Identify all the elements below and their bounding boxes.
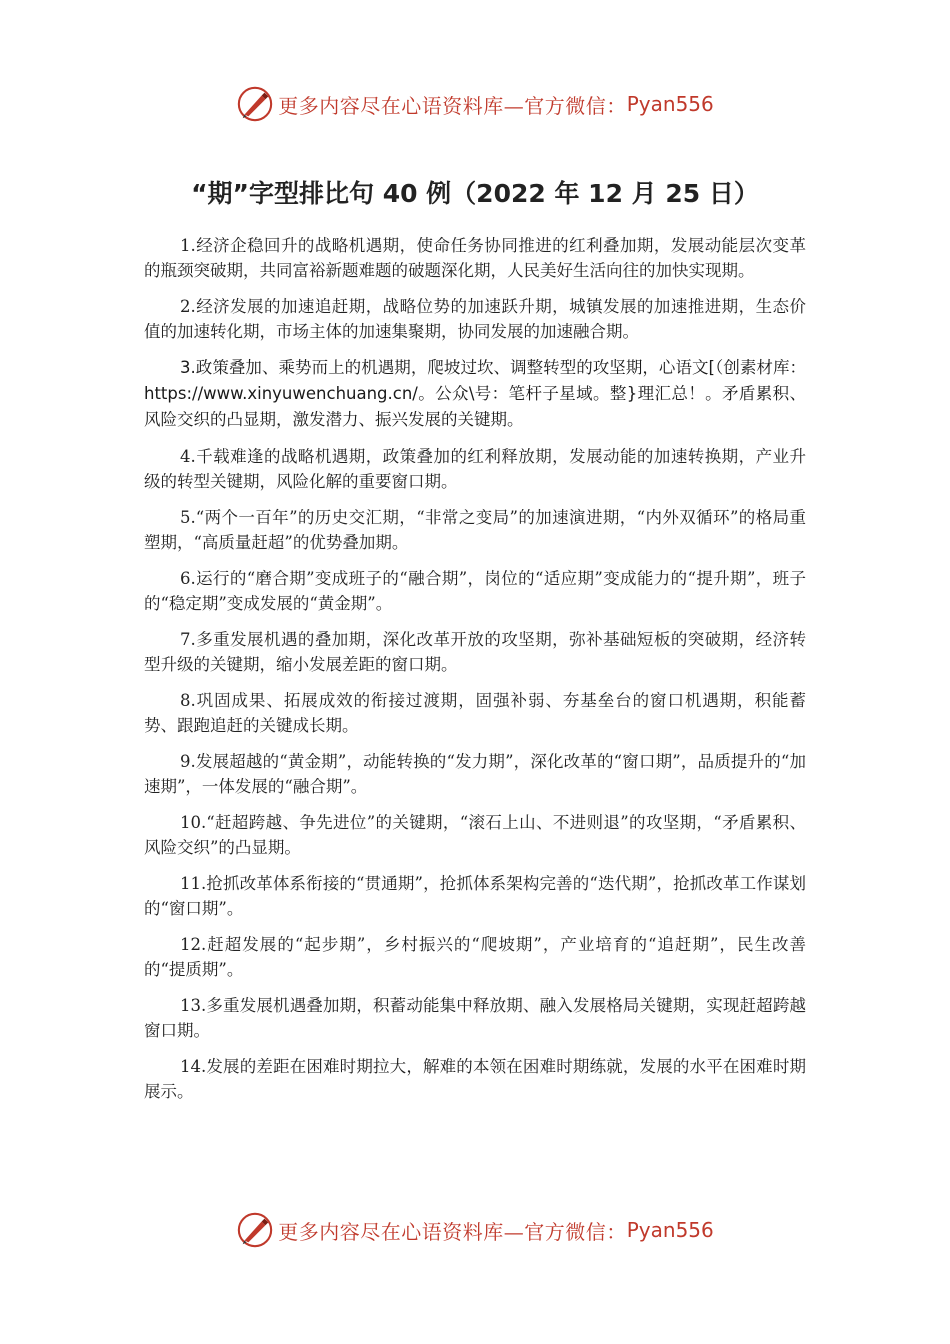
watermark-text: 更多内容尽在心语资料库—官方微信： xyxy=(278,93,627,118)
paragraph-12: 12.赶超发展的“起步期”，乡村振兴的“爬坡期”，产业培育的“追赶期”，民生改善的“提质期”。 xyxy=(144,935,806,979)
watermark-text: 更多内容尽在心语资料库—官方微信： xyxy=(278,1219,627,1244)
pen-logo-icon xyxy=(236,85,274,123)
paragraph-13: 13.多重发展机遇叠加期，积蓄动能集中释放期、融入发展格局关键期，实现赶超跨越窗口期。 xyxy=(144,996,806,1040)
watermark-wechat-id: Pyan556 xyxy=(626,92,714,116)
paragraph-5: 5.“两个一百年”的历史交汇期，“非常之变局”的加速演进期，“内外双循环”的格局重塑期，“高质量赶超”的优势叠加期。 xyxy=(144,508,806,552)
document-body xyxy=(144,233,806,1115)
paragraph-1: 1.经济企稳回升的战略机遇期，使命任务协同推进的红利叠加期，发展动能层次变革的瓶颈突破期，共同富裕新题难题的破题深化期，人民美好生活向往的加快实现期。 xyxy=(144,236,806,280)
paragraph-8: 8.巩固成果、拓展成效的衔接过渡期，固强补弱、夯基垒台的窗口机遇期，积能蓄势、跟跑追赶的关键成长期。 xyxy=(144,691,806,735)
watermark-wechat-id: Pyan556 xyxy=(626,1218,714,1242)
paragraph-11: 11.抢抓改革体系衔接的“贯通期”，抢抓体系架构完善的“迭代期”，抢抓改革工作谋划的“窗口期”。 xyxy=(144,874,806,918)
pen-logo-icon xyxy=(236,1211,274,1249)
header-watermark xyxy=(0,82,950,126)
paragraph-2: 2.经济发展的加速追赶期，战略位势的加速跃升期，城镇发展的加速推进期，生态价值的加速转化期，市场主体的加速集聚期，协同发展的加速融合期。 xyxy=(144,297,806,341)
paragraph-14: 14.发展的差距在困难时期拉大，解难的本领在困难时期练就，发展的水平在困难时期展示。 xyxy=(144,1057,806,1101)
paragraph-3: 3.政策叠加、乘势而上的机遇期，爬坡过坎、调整转型的攻坚期，心语文[（创素材库：https://www.xinyuwenchuang.cn/。公众\号：笔杆子星域。整}理汇总！。矛盾累积、风险交织的凸显期，激发潜力、振兴发展的关键期。 xyxy=(144,358,806,429)
paragraph-7: 7.多重发展机遇的叠加期，深化改革开放的攻坚期，弥补基础短板的突破期，经济转型升级的关键期，缩小发展差距的窗口期。 xyxy=(144,630,806,674)
paragraph-10: 10.“赶超跨越、争先进位”的关键期，“滚石上山、不进则退”的攻坚期，“矛盾累积、风险交织”的凸显期。 xyxy=(144,813,806,857)
paragraph-6: 6.运行的“磨合期”变成班子的“融合期”，岗位的“适应期”变成能力的“提升期”，班子的“稳定期”变成发展的“黄金期”。 xyxy=(144,569,806,613)
paragraph-9: 9.发展超越的“黄金期”，动能转换的“发力期”，深化改革的“窗口期”，品质提升的“加速期”，一体发展的“融合期”。 xyxy=(144,752,806,796)
paragraph-4: 4.千载难逢的战略机遇期，政策叠加的红利释放期，发展动能的加速转换期，产业升级的转型关键期，风险化解的重要窗口期。 xyxy=(144,447,806,491)
document-title: “期”字型排比句 40 例（2022 年 12 月 25 日） xyxy=(191,179,759,208)
footer-watermark xyxy=(0,1208,950,1252)
